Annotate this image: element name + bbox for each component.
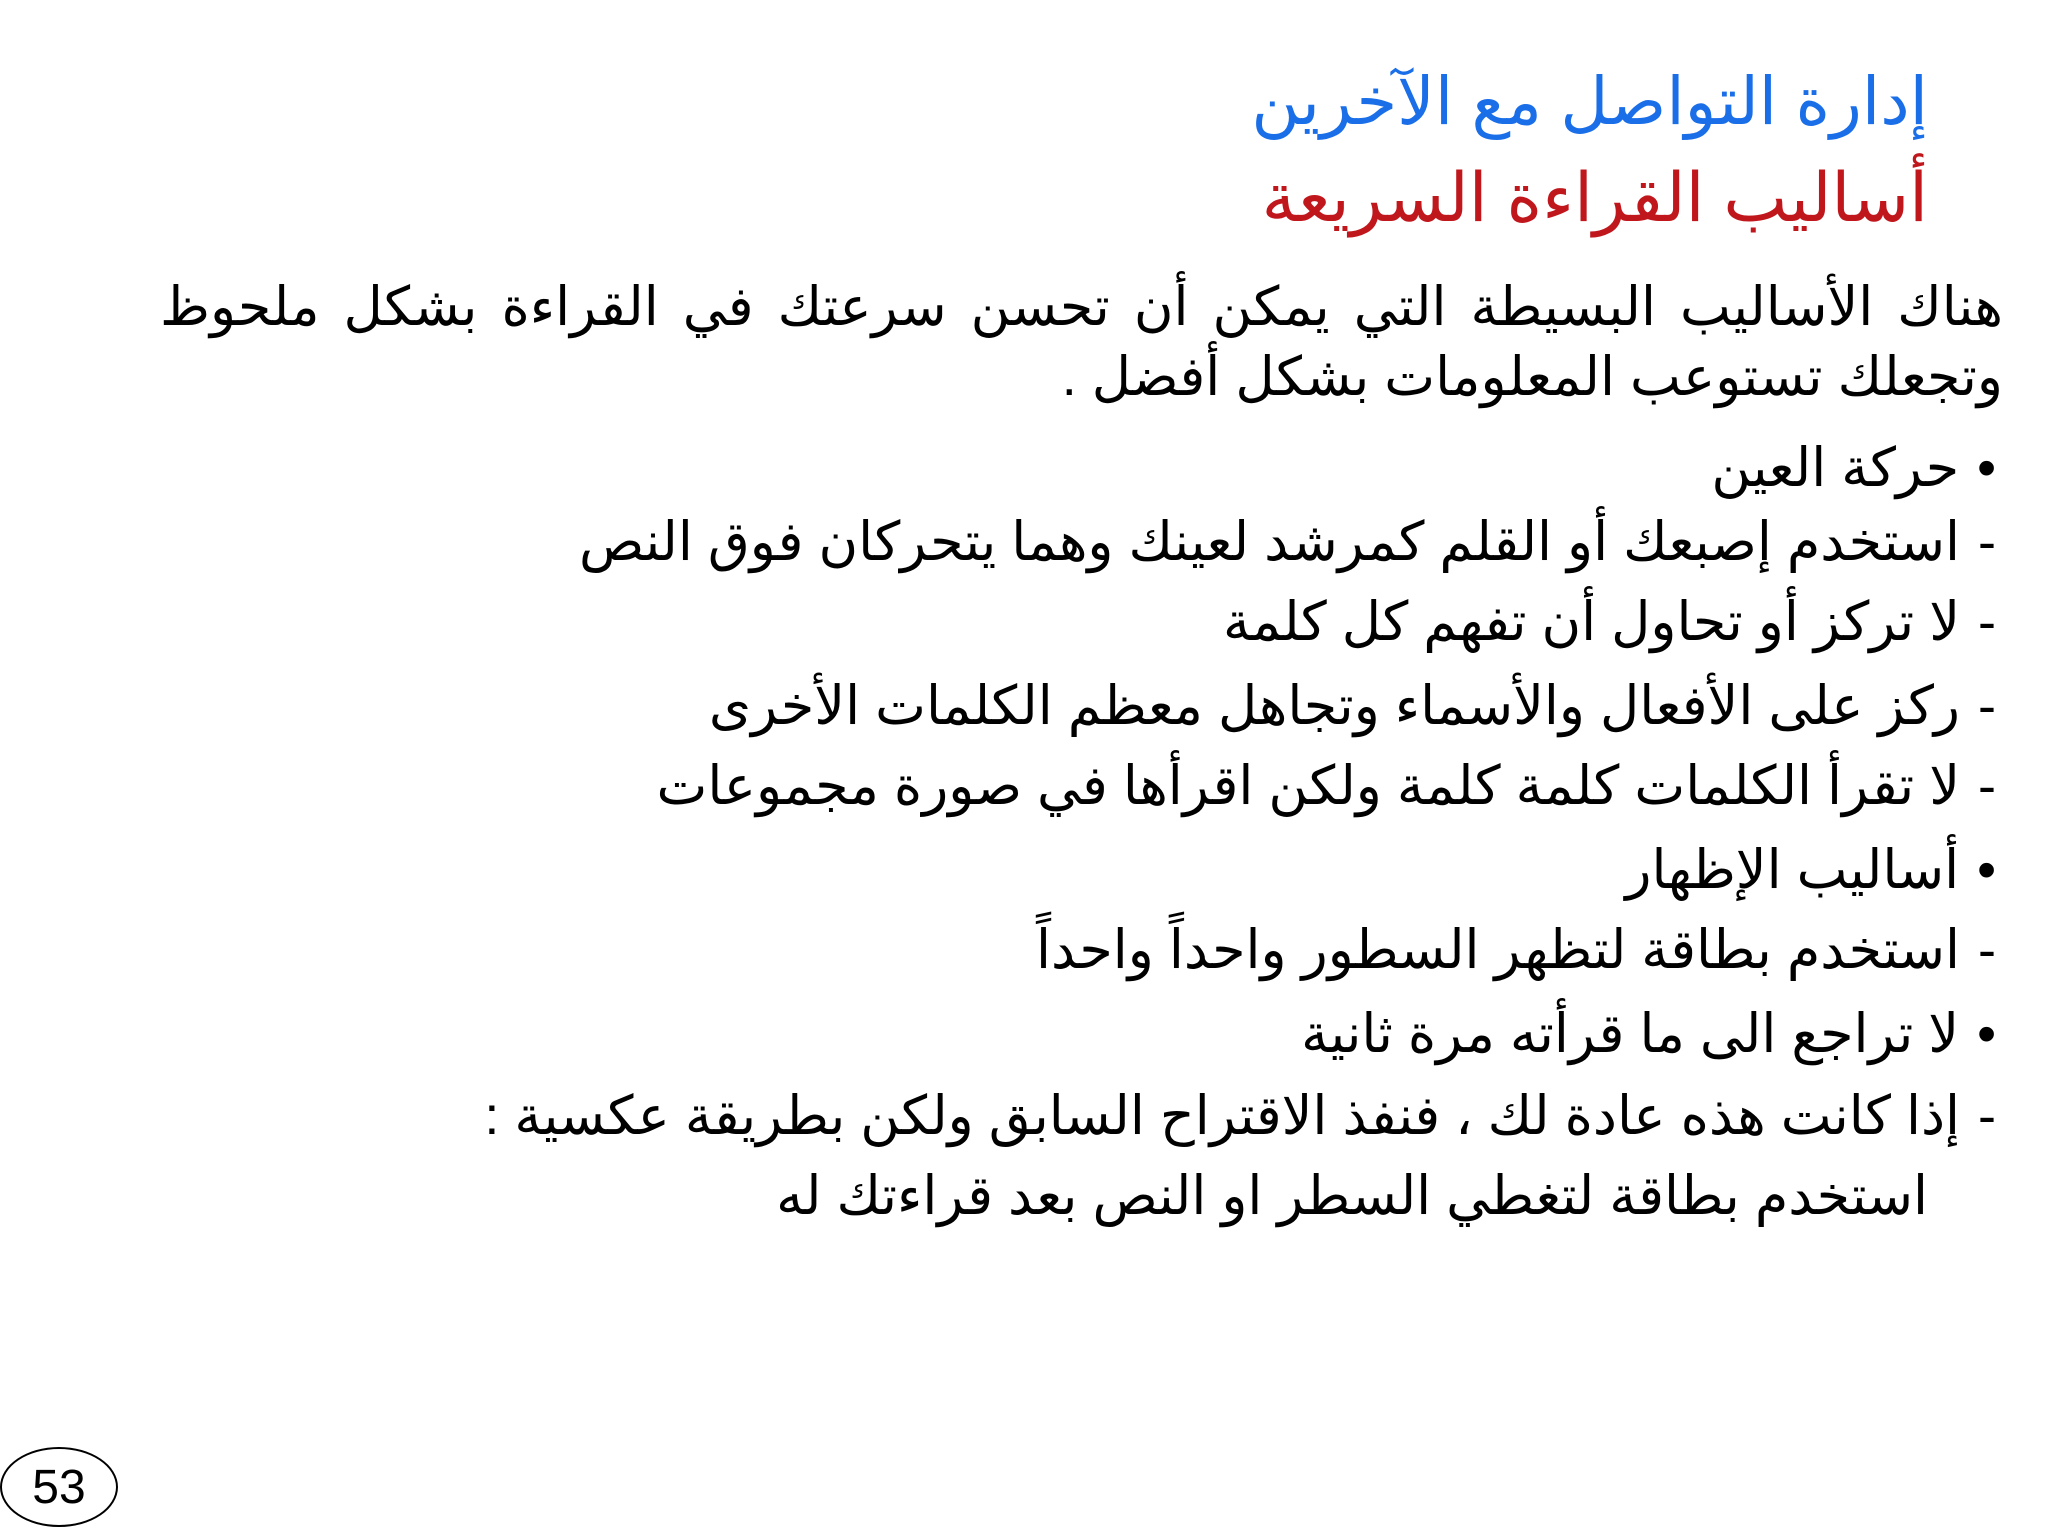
bullet-marker: • (1977, 840, 1996, 900)
dash-text: استخدم إصبعك أو القلم كمرشد لعينك وهما يتحركان فوق النص (578, 512, 1961, 572)
dash-item (484, 1076, 1996, 1156)
dash-marker: - (1978, 512, 1996, 572)
dash-text: استخدم بطاقة لتظهر السطور واحداً واحداً (1036, 920, 1961, 980)
dash-marker: - (1978, 920, 1996, 980)
dash-item (709, 666, 1996, 746)
bullet-item (1625, 830, 1996, 910)
dash-item (579, 502, 1996, 582)
page-number-badge (0, 1447, 118, 1527)
intro-paragraph: هناك الأساليب البسيطة التي يمكن أن تحسن سرعتك في القراءة بشكل ملحوظ وتجعلك تستوعب المعلومات بشكل أفضل . (160, 277, 2003, 407)
bullet-marker: • (1977, 1004, 1996, 1064)
bullet-text: أساليب الإظهار (1625, 840, 1960, 900)
slide-title: أساليب القراءة السريعة (1261, 160, 1928, 236)
bullet-item (1711, 428, 1996, 508)
bullet-text: لا تراجع الى ما قرأته مرة ثانية (1301, 1004, 1960, 1064)
bullet-marker: • (1977, 438, 1996, 498)
dash-item (657, 746, 1996, 826)
slide-subtitle: إدارة التواصل مع الآخرين (1251, 64, 1928, 138)
dash-marker: - (1978, 676, 1996, 736)
dash-marker: - (1978, 592, 1996, 652)
dash-text: إذا كانت هذه عادة لك ، فنفذ الاقتراح السابق ولكن بطريقة عكسية : (484, 1086, 1961, 1146)
page-number: 53 (32, 1460, 86, 1514)
continuation-line (776, 1156, 1928, 1236)
dash-marker: - (1978, 756, 1996, 816)
bullet-item (1301, 994, 1996, 1074)
dash-text: لا تقرأ الكلمات كلمة كلمة ولكن اقرأها في صورة مجموعات (656, 756, 1961, 816)
dash-text: لا تركز أو تحاول أن تفهم كل كلمة (1222, 592, 1961, 652)
dash-text: ركز على الأفعال والأسماء وتجاهل معظم الكلمات الأخرى (708, 676, 1961, 736)
bullet-text: حركة العين (1711, 438, 1960, 498)
dash-item (1223, 582, 1996, 662)
continuation-text: استخدم بطاقة لتغطي السطر او النص بعد قراءتك له (776, 1166, 1928, 1226)
dash-item (1036, 910, 1996, 990)
dash-marker: - (1978, 1086, 1996, 1146)
